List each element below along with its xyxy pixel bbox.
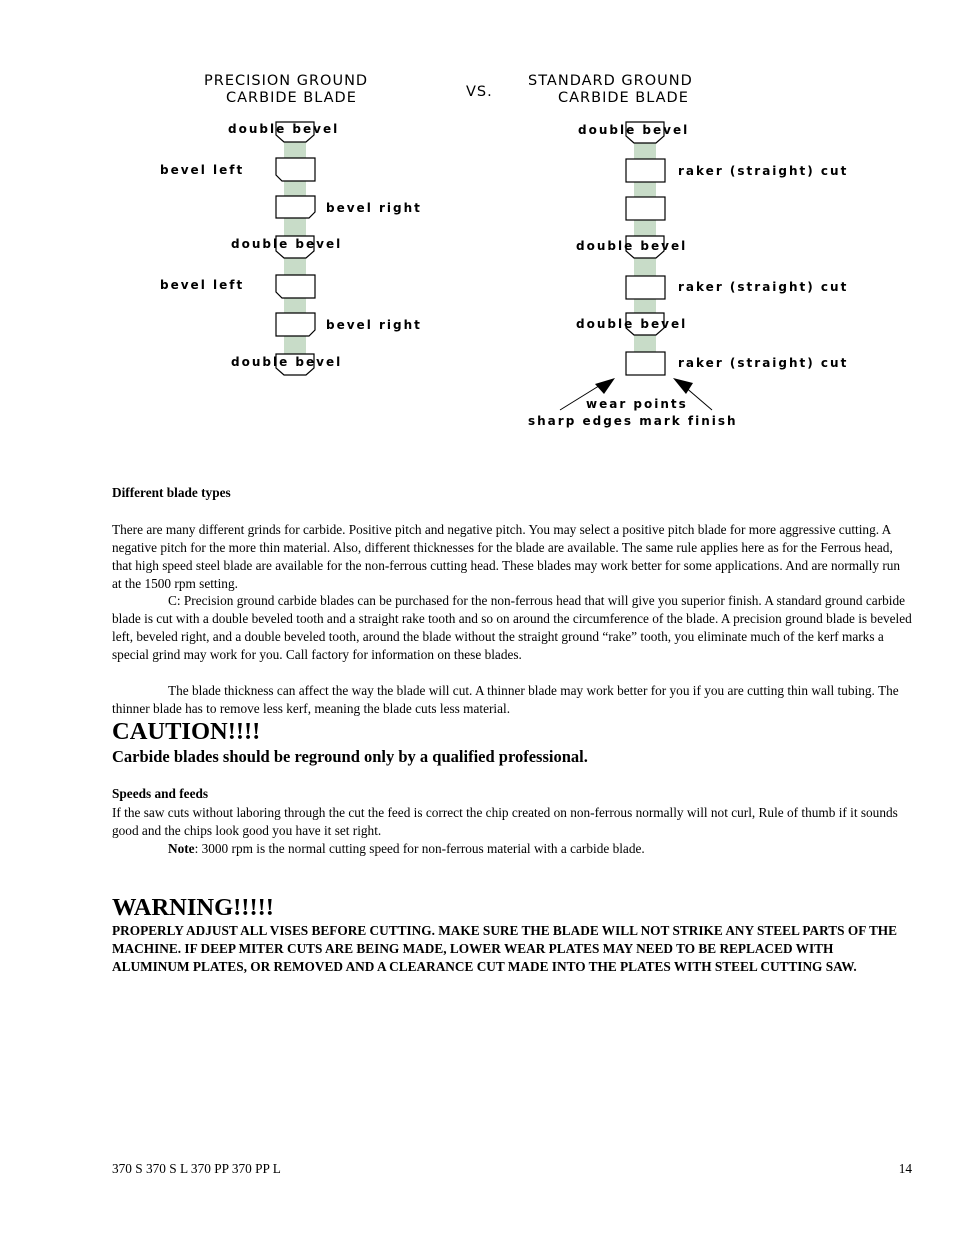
right-title-line1: STANDARD GROUND	[528, 73, 693, 89]
paragraph-grinds: There are many different grinds for carbide. Positive pitch and negative pitch. You may select a positive pitch blade for more aggressive cutting. A negative pitch for the more thin material. Also, different thicknesses for the blade are available. The same rule applies here as for the Ferrous head, that high speed steel blade are available for the non-ferrous cutting head. These blades may work better for some applications. And are normally run at the 1500 rpm setting.	[112, 522, 901, 591]
label-sharp-edges: sharp edges mark finish	[528, 414, 738, 428]
tooth-raker	[626, 352, 665, 375]
label-raker-cut: raker (straight) cut	[678, 356, 849, 370]
caution-title: CAUTION!!!!	[112, 718, 261, 745]
label-double-bevel: double bevel	[576, 317, 688, 331]
standard-blade	[528, 122, 848, 428]
label-bevel-left: bevel left	[160, 278, 245, 292]
left-title-line2: CARBIDE BLADE	[226, 90, 357, 106]
vs-label: VS.	[466, 84, 493, 100]
precision-blade	[160, 122, 422, 375]
section-heading-blade-types: Different blade types	[112, 485, 231, 500]
arrow-left-icon	[595, 378, 615, 394]
paragraph-precision-ground: C: Precision ground carbide blades can be purchased for the non-ferrous head that will give you superior finish. A standard ground carbide blade is cut with a double beveled tooth and a straight rake tooth and so on around the circumference of the blade. A precision ground blade is beveled left, beveled right, and a double beveled tooth, around the blade without the straight ground “rake” tooth, you eliminate much of the kerf marks a special grind may work for you. Call factory for information on these blades.	[112, 593, 912, 662]
page-number: 14	[898, 1161, 912, 1176]
blade-comparison-diagram	[0, 0, 954, 440]
label-double-bevel: double bevel	[228, 122, 340, 136]
tooth-bevel-left	[276, 275, 315, 298]
label-raker-cut: raker (straight) cut	[678, 280, 849, 294]
label-raker-cut: raker (straight) cut	[678, 164, 849, 178]
note-text: : 3000 rpm is the normal cutting speed for non-ferrous material with a carbide blade.	[194, 841, 645, 856]
tooth-bevel-right	[276, 196, 315, 218]
paragraph-thickness: The blade thickness can affect the way the blade will cut. A thinner blade may work better for you if you are cutting thin wall tubing. The thinner blade has to remove less kerf, meaning the blade cuts less material.	[112, 683, 899, 716]
label-bevel-left: bevel left	[160, 163, 245, 177]
caution-text: Carbide blades should be reground only by a qualified professional.	[112, 747, 588, 766]
label-double-bevel: double bevel	[231, 237, 343, 251]
label-wear-points: wear points	[586, 397, 688, 411]
paragraph-note	[112, 840, 912, 858]
label-double-bevel: double bevel	[231, 355, 343, 369]
note-label: Note	[168, 841, 195, 856]
tooth-bevel-left	[276, 158, 315, 181]
warning-text: PROPERLY ADJUST ALL VISES BEFORE CUTTING. MAKE SURE THE BLADE WILL NOT STRIKE ANY STEEL PARTS OF THE MACHINE. IF DEEP MITER CUTS ARE BEING MADE, LOWER WEAR PLATES MAY NEED TO BE REPLACED WITH ALUMINUM PLATES, OR REMOVED AND A CLEARANCE CUT MADE INTO THE PLATES WITH STEEL CUTTING SAW.	[112, 923, 898, 974]
label-double-bevel: double bevel	[578, 123, 690, 137]
tooth-bevel-right	[276, 313, 315, 336]
tooth-raker	[626, 276, 665, 299]
label-bevel-right: bevel right	[326, 318, 422, 332]
right-title-line2: CARBIDE BLADE	[558, 90, 689, 106]
footer-models: 370 S 370 S L 370 PP 370 PP L	[112, 1161, 281, 1176]
section-heading-speeds: Speeds and feeds	[112, 786, 209, 801]
tooth-raker	[626, 159, 665, 182]
left-title-line1: PRECISION GROUND	[204, 73, 369, 89]
label-double-bevel: double bevel	[576, 239, 688, 253]
tooth-raker	[626, 197, 665, 220]
paragraph-speeds: If the saw cuts without laboring through the cut the feed is correct the chip created on non-ferrous normally will not curl, Rule of thumb if it sounds good and the chips look good you have it set right.	[112, 805, 898, 838]
warning-title: WARNING!!!!!	[112, 894, 274, 921]
label-bevel-right: bevel right	[326, 201, 422, 215]
